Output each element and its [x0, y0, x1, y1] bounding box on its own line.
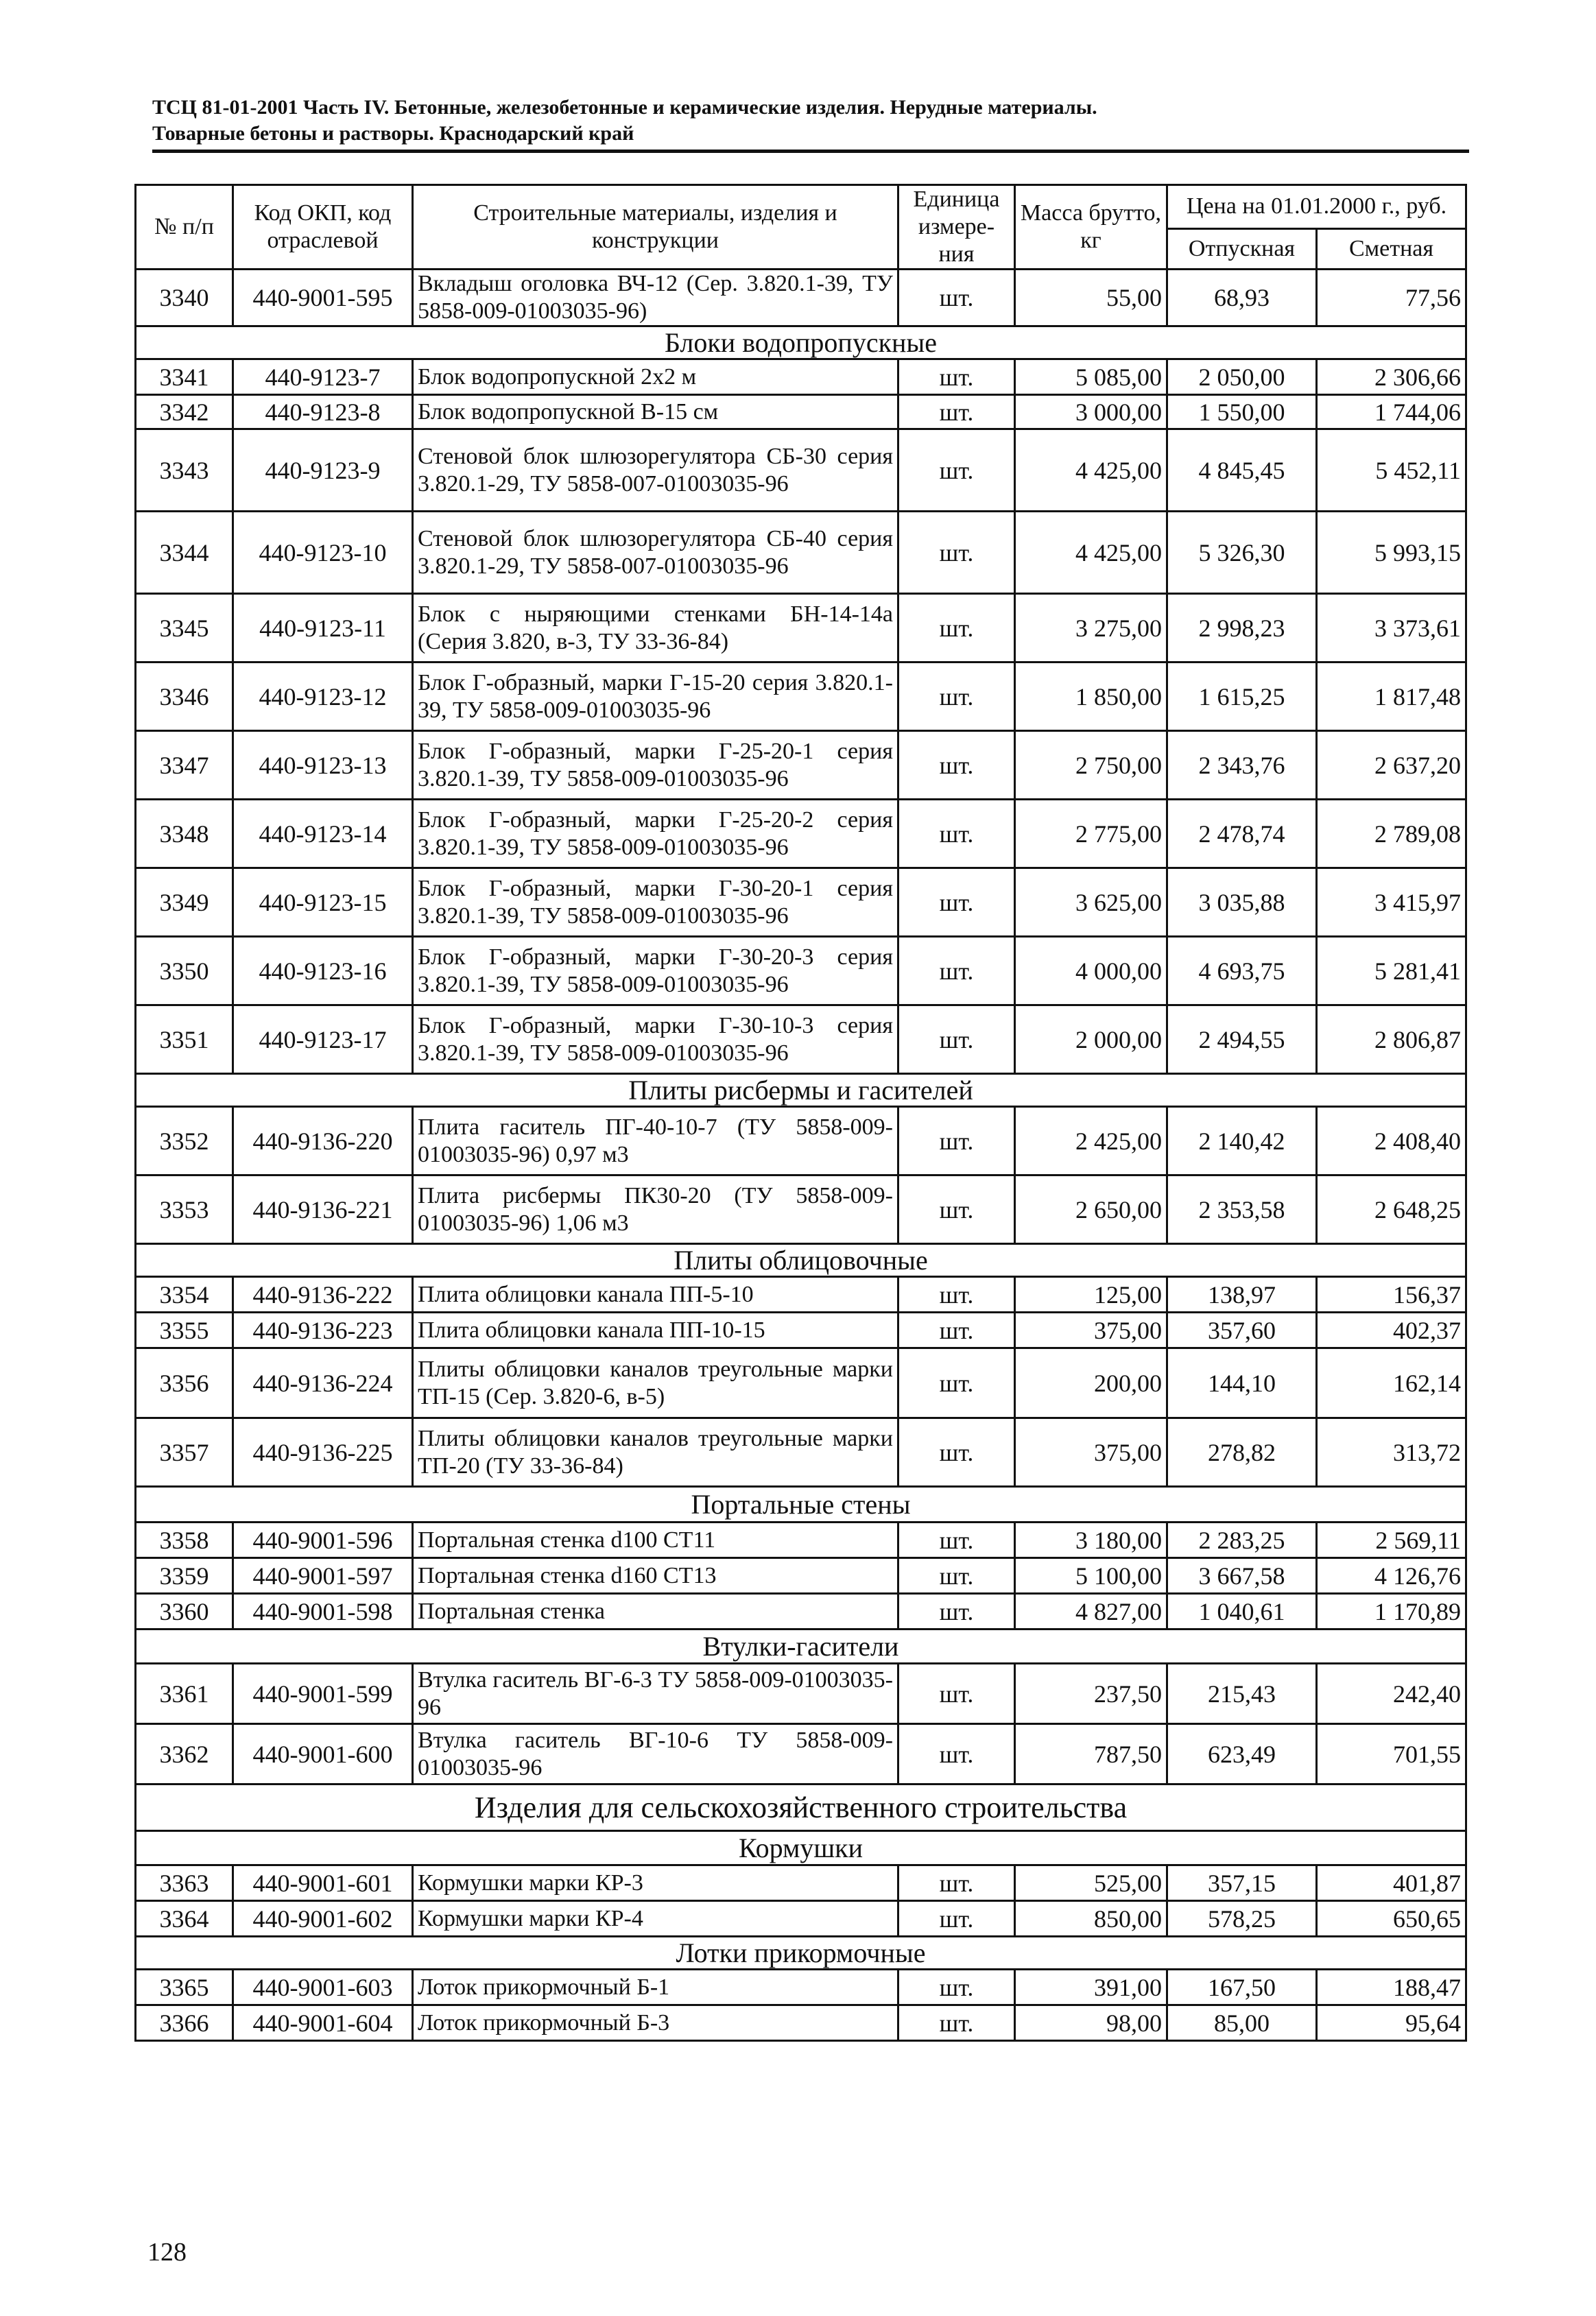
table-row [136, 800, 1466, 868]
row-price-release: 1 040,61 [1167, 1594, 1317, 1629]
row-name: Блок Г-образный, марки Г-30-10-3 серия 3.820.1-39, ТУ 5858-009-01003035-96 [413, 1005, 898, 1074]
row-number: 3346 [136, 662, 233, 731]
row-name: Портальная стенка [413, 1594, 898, 1629]
col-header-code: Код ОКП, код отраслевой [233, 185, 413, 270]
row-price-release: 1 550,00 [1167, 395, 1317, 429]
row-mass: 125,00 [1015, 1277, 1167, 1313]
row-unit: шт. [898, 512, 1015, 594]
row-number: 3366 [136, 2005, 233, 2041]
section-heading: Втулки-гасители [136, 1629, 1466, 1664]
price-table [134, 184, 1467, 2042]
row-unit: шт. [898, 270, 1015, 326]
row-unit: шт. [898, 2005, 1015, 2041]
row-price-release: 167,50 [1167, 1970, 1317, 2005]
row-code: 440-9001-602 [233, 1901, 413, 1937]
table-row [136, 1724, 1466, 1784]
row-unit: шт. [898, 395, 1015, 429]
table-row [136, 937, 1466, 1005]
row-price-estimate: 1 817,48 [1317, 662, 1466, 731]
row-price-estimate: 242,40 [1317, 1664, 1466, 1724]
row-code: 440-9123-16 [233, 937, 413, 1005]
row-code: 440-9001-599 [233, 1664, 413, 1724]
section-heading: Плиты рисбермы и гасителей [136, 1074, 1466, 1107]
row-name: Блок Г-образный, марки Г-25-20-2 серия 3.820.1-39, ТУ 5858-009-01003035-96 [413, 800, 898, 868]
row-mass: 3 000,00 [1015, 395, 1167, 429]
row-number: 3345 [136, 594, 233, 662]
row-number: 3355 [136, 1313, 233, 1348]
section-heading: Портальные стены [136, 1487, 1466, 1523]
row-name: Лоток прикормочный Б-1 [413, 1970, 898, 2005]
row-name: Кормушки марки КР-4 [413, 1901, 898, 1937]
table-row [136, 1107, 1466, 1175]
row-name: Плиты облицовки каналов треугольные марки ТП-20 (ТУ 33-36-84) [413, 1418, 898, 1487]
row-unit: шт. [898, 1970, 1015, 2005]
row-price-estimate: 1 170,89 [1317, 1594, 1466, 1629]
row-price-release: 357,60 [1167, 1313, 1317, 1348]
col-header-name: Строительные материалы, изделия и конструкции [413, 185, 898, 270]
row-mass: 5 100,00 [1015, 1558, 1167, 1594]
row-price-release: 215,43 [1167, 1664, 1317, 1724]
row-code: 440-9001-598 [233, 1594, 413, 1629]
row-price-release: 2 998,23 [1167, 594, 1317, 662]
row-code: 440-9136-220 [233, 1107, 413, 1175]
table-row [136, 1865, 1466, 1901]
table-row [136, 1348, 1466, 1418]
row-mass: 98,00 [1015, 2005, 1167, 2041]
section-heading: Кормушки [136, 1831, 1466, 1865]
section-row [136, 1937, 1466, 1970]
row-price-estimate: 313,72 [1317, 1418, 1466, 1487]
row-mass: 391,00 [1015, 1970, 1167, 2005]
table-row [136, 2005, 1466, 2041]
row-number: 3348 [136, 800, 233, 868]
row-unit: шт. [898, 1418, 1015, 1487]
row-unit: шт. [898, 1558, 1015, 1594]
row-price-estimate: 5 452,11 [1317, 429, 1466, 512]
row-price-release: 2 283,25 [1167, 1523, 1317, 1558]
table-row [136, 1175, 1466, 1244]
col-header-price-group: Цена на 01.01.2000 г., руб. [1167, 185, 1466, 229]
row-price-estimate: 2 637,20 [1317, 731, 1466, 800]
row-name: Лоток прикормочный Б-3 [413, 2005, 898, 2041]
row-code: 440-9136-225 [233, 1418, 413, 1487]
row-name: Вкладыш оголовка ВЧ-12 (Сер. 3.820.1-39, ТУ 5858-009-01003035-96) [413, 270, 898, 326]
section-row [136, 1074, 1466, 1107]
row-code: 440-9123-9 [233, 429, 413, 512]
table-row [136, 359, 1466, 395]
row-number: 3362 [136, 1724, 233, 1784]
section-row [136, 1831, 1466, 1865]
col-header-price-estimate: Сметная [1317, 228, 1466, 269]
row-price-release: 3 667,58 [1167, 1558, 1317, 1594]
row-unit: шт. [898, 1724, 1015, 1784]
row-number: 3340 [136, 270, 233, 326]
header-line-1: ТСЦ 81-01-2001 Часть IV. Бетонные, железобетонные и керамические изделия. Нерудные материалы. [152, 96, 1097, 119]
row-number: 3341 [136, 359, 233, 395]
header-line-2: Товарные бетоны и растворы. Краснодарский край [152, 122, 634, 145]
row-unit: шт. [898, 1901, 1015, 1937]
row-mass: 5 085,00 [1015, 359, 1167, 395]
row-mass: 55,00 [1015, 270, 1167, 326]
row-unit: шт. [898, 731, 1015, 800]
row-code: 440-9123-13 [233, 731, 413, 800]
row-code: 440-9001-604 [233, 2005, 413, 2041]
row-mass: 200,00 [1015, 1348, 1167, 1418]
row-price-estimate: 188,47 [1317, 1970, 1466, 2005]
row-number: 3358 [136, 1523, 233, 1558]
section-row [136, 326, 1466, 359]
section-row [136, 1784, 1466, 1831]
row-mass: 237,50 [1015, 1664, 1167, 1724]
row-mass: 375,00 [1015, 1418, 1167, 1487]
row-code: 440-9123-8 [233, 395, 413, 429]
row-mass: 2 775,00 [1015, 800, 1167, 868]
row-code: 440-9136-221 [233, 1175, 413, 1244]
row-name: Плита облицовки канала ПП-5-10 [413, 1277, 898, 1313]
row-code: 440-9001-600 [233, 1724, 413, 1784]
row-price-estimate: 402,37 [1317, 1313, 1466, 1348]
row-name: Блок Г-образный, марки Г-30-20-1 серия 3.820.1-39, ТУ 5858-009-01003035-96 [413, 868, 898, 937]
row-mass: 3 180,00 [1015, 1523, 1167, 1558]
row-mass: 2 750,00 [1015, 731, 1167, 800]
row-mass: 525,00 [1015, 1865, 1167, 1901]
row-code: 440-9123-11 [233, 594, 413, 662]
table-row [136, 1277, 1466, 1313]
row-mass: 3 625,00 [1015, 868, 1167, 937]
row-code: 440-9136-223 [233, 1313, 413, 1348]
row-name: Блок водопропускной В-15 см [413, 395, 898, 429]
row-price-release: 5 326,30 [1167, 512, 1317, 594]
row-number: 3365 [136, 1970, 233, 2005]
running-header [152, 95, 1469, 147]
row-unit: шт. [898, 1594, 1015, 1629]
table-row [136, 1970, 1466, 2005]
row-name: Втулка гаситель ВГ-6-3 ТУ 5858-009-01003035-96 [413, 1664, 898, 1724]
row-price-release: 85,00 [1167, 2005, 1317, 2041]
row-code: 440-9001-596 [233, 1523, 413, 1558]
row-price-estimate: 650,65 [1317, 1901, 1466, 1937]
section-row [136, 1487, 1466, 1523]
row-number: 3349 [136, 868, 233, 937]
row-mass: 2 650,00 [1015, 1175, 1167, 1244]
row-code: 440-9136-222 [233, 1277, 413, 1313]
row-code: 440-9123-7 [233, 359, 413, 395]
row-price-estimate: 162,14 [1317, 1348, 1466, 1418]
row-price-estimate: 3 373,61 [1317, 594, 1466, 662]
row-unit: шт. [898, 868, 1015, 937]
table-row [136, 1313, 1466, 1348]
row-price-estimate: 2 306,66 [1317, 359, 1466, 395]
row-number: 3342 [136, 395, 233, 429]
row-price-estimate: 2 569,11 [1317, 1523, 1466, 1558]
row-mass: 375,00 [1015, 1313, 1167, 1348]
row-mass: 1 850,00 [1015, 662, 1167, 731]
row-price-estimate: 401,87 [1317, 1865, 1466, 1901]
row-unit: шт. [898, 1107, 1015, 1175]
row-unit: шт. [898, 1523, 1015, 1558]
row-price-release: 2 050,00 [1167, 359, 1317, 395]
section-heading: Изделия для сельскохозяйственного строительства [136, 1784, 1466, 1831]
row-code: 440-9123-14 [233, 800, 413, 868]
row-price-estimate: 2 789,08 [1317, 800, 1466, 868]
section-row [136, 1244, 1466, 1277]
row-name: Блок Г-образный, марки Г-25-20-1 серия 3.820.1-39, ТУ 5858-009-01003035-96 [413, 731, 898, 800]
row-name: Блок с ныряющими стенками БН-14-14а (Серия 3.820, в-3, ТУ 33-36-84) [413, 594, 898, 662]
row-price-release: 138,97 [1167, 1277, 1317, 1313]
row-name: Кормушки марки КР-3 [413, 1865, 898, 1901]
table-row [136, 731, 1466, 800]
row-price-release: 2 353,58 [1167, 1175, 1317, 1244]
row-code: 440-9136-224 [233, 1348, 413, 1418]
row-price-estimate: 4 126,76 [1317, 1558, 1466, 1594]
row-number: 3363 [136, 1865, 233, 1901]
section-heading: Блоки водопропускные [136, 326, 1466, 359]
row-mass: 3 275,00 [1015, 594, 1167, 662]
row-code: 440-9123-10 [233, 512, 413, 594]
row-price-release: 144,10 [1167, 1348, 1317, 1418]
table-row [136, 868, 1466, 937]
row-number: 3361 [136, 1664, 233, 1724]
row-price-release: 3 035,88 [1167, 868, 1317, 937]
row-code: 440-9001-595 [233, 270, 413, 326]
row-name: Втулка гаситель ВГ-10-6 ТУ 5858-009-01003035-96 [413, 1724, 898, 1784]
row-price-estimate: 2 806,87 [1317, 1005, 1466, 1074]
row-code: 440-9001-597 [233, 1558, 413, 1594]
row-price-estimate: 2 648,25 [1317, 1175, 1466, 1244]
row-number: 3344 [136, 512, 233, 594]
row-number: 3360 [136, 1594, 233, 1629]
row-number: 3353 [136, 1175, 233, 1244]
row-price-release: 1 615,25 [1167, 662, 1317, 731]
row-number: 3347 [136, 731, 233, 800]
row-number: 3364 [136, 1901, 233, 1937]
row-price-release: 2 478,74 [1167, 800, 1317, 868]
table-row [136, 512, 1466, 594]
row-name: Плита гаситель ПГ-40-10-7 (ТУ 5858-009-01003035-96) 0,97 м3 [413, 1107, 898, 1175]
row-unit: шт. [898, 359, 1015, 395]
table-row [136, 395, 1466, 429]
row-mass: 787,50 [1015, 1724, 1167, 1784]
row-unit: шт. [898, 1348, 1015, 1418]
row-price-estimate: 3 415,97 [1317, 868, 1466, 937]
row-mass: 4 425,00 [1015, 429, 1167, 512]
row-price-estimate: 77,56 [1317, 270, 1466, 326]
row-name: Блок Г-образный, марки Г-15-20 серия 3.820.1-39, ТУ 5858-009-01003035-96 [413, 662, 898, 731]
row-name: Стеновой блок шлюзорегулятора СБ-30 серия 3.820.1-29, ТУ 5858-007-01003035-96 [413, 429, 898, 512]
row-unit: шт. [898, 937, 1015, 1005]
row-number: 3343 [136, 429, 233, 512]
row-unit: шт. [898, 429, 1015, 512]
row-price-estimate: 5 281,41 [1317, 937, 1466, 1005]
row-unit: шт. [898, 1313, 1015, 1348]
table-row [136, 1901, 1466, 1937]
row-price-release: 2 343,76 [1167, 731, 1317, 800]
row-price-estimate: 2 408,40 [1317, 1107, 1466, 1175]
table-row [136, 1005, 1466, 1074]
row-price-estimate: 701,55 [1317, 1724, 1466, 1784]
row-unit: шт. [898, 1664, 1015, 1724]
row-unit: шт. [898, 662, 1015, 731]
row-mass: 4 000,00 [1015, 937, 1167, 1005]
row-mass: 850,00 [1015, 1901, 1167, 1937]
table-row [136, 1418, 1466, 1487]
col-header-num: № п/п [136, 185, 233, 270]
row-name: Блок водопропускной 2х2 м [413, 359, 898, 395]
row-code: 440-9001-601 [233, 1865, 413, 1901]
col-header-price-release: Отпускная [1167, 228, 1317, 269]
section-heading: Плиты облицовочные [136, 1244, 1466, 1277]
row-code: 440-9123-15 [233, 868, 413, 937]
row-price-estimate: 156,37 [1317, 1277, 1466, 1313]
row-name: Плита облицовки канала ПП-10-15 [413, 1313, 898, 1348]
row-number: 3359 [136, 1558, 233, 1594]
table-row [136, 429, 1466, 512]
row-unit: шт. [898, 1175, 1015, 1244]
row-mass: 4 425,00 [1015, 512, 1167, 594]
row-code: 440-9123-12 [233, 662, 413, 731]
row-name: Стеновой блок шлюзорегулятора СБ-40 серия 3.820.1-29, ТУ 5858-007-01003035-96 [413, 512, 898, 594]
row-price-release: 2 494,55 [1167, 1005, 1317, 1074]
row-name: Плита рисбермы ПК30-20 (ТУ 5858-009-01003035-96) 1,06 м3 [413, 1175, 898, 1244]
section-row [136, 1629, 1466, 1664]
row-price-estimate: 5 993,15 [1317, 512, 1466, 594]
row-number: 3352 [136, 1107, 233, 1175]
row-unit: шт. [898, 800, 1015, 868]
row-mass: 4 827,00 [1015, 1594, 1167, 1629]
row-number: 3357 [136, 1418, 233, 1487]
table-row [136, 1594, 1466, 1629]
row-price-estimate: 1 744,06 [1317, 395, 1466, 429]
table-row [136, 1558, 1466, 1594]
row-price-release: 623,49 [1167, 1724, 1317, 1784]
table-row [136, 662, 1466, 731]
row-number: 3350 [136, 937, 233, 1005]
row-name: Портальная стенка d100 СТ11 [413, 1523, 898, 1558]
row-price-release: 357,15 [1167, 1865, 1317, 1901]
row-price-release: 4 845,45 [1167, 429, 1317, 512]
row-code: 440-9123-17 [233, 1005, 413, 1074]
row-mass: 2 000,00 [1015, 1005, 1167, 1074]
row-mass: 2 425,00 [1015, 1107, 1167, 1175]
row-price-release: 578,25 [1167, 1901, 1317, 1937]
row-unit: шт. [898, 1005, 1015, 1074]
table-row [136, 270, 1466, 326]
row-name: Портальная стенка d160 СТ13 [413, 1558, 898, 1594]
row-price-release: 68,93 [1167, 270, 1317, 326]
row-name: Плиты облицовки каналов треугольные марки ТП-15 (Сер. 3.820-6, в-5) [413, 1348, 898, 1418]
page-number: 128 [147, 2238, 187, 2267]
row-number: 3351 [136, 1005, 233, 1074]
col-header-mass: Масса брутто, кг [1015, 185, 1167, 270]
row-price-estimate: 95,64 [1317, 2005, 1466, 2041]
header-rule [152, 150, 1469, 153]
row-unit: шт. [898, 1865, 1015, 1901]
row-price-release: 278,82 [1167, 1418, 1317, 1487]
row-unit: шт. [898, 1277, 1015, 1313]
section-heading: Лотки прикормочные [136, 1937, 1466, 1970]
row-price-release: 4 693,75 [1167, 937, 1317, 1005]
table-row [136, 1523, 1466, 1558]
row-number: 3356 [136, 1348, 233, 1418]
price-table-body [136, 270, 1466, 2041]
table-row [136, 594, 1466, 662]
table-row [136, 1664, 1466, 1724]
row-number: 3354 [136, 1277, 233, 1313]
row-code: 440-9001-603 [233, 1970, 413, 2005]
row-price-release: 2 140,42 [1167, 1107, 1317, 1175]
row-unit: шт. [898, 594, 1015, 662]
col-header-unit: Единица измере-ния [898, 185, 1015, 270]
row-name: Блок Г-образный, марки Г-30-20-3 серия 3.820.1-39, ТУ 5858-009-01003035-96 [413, 937, 898, 1005]
